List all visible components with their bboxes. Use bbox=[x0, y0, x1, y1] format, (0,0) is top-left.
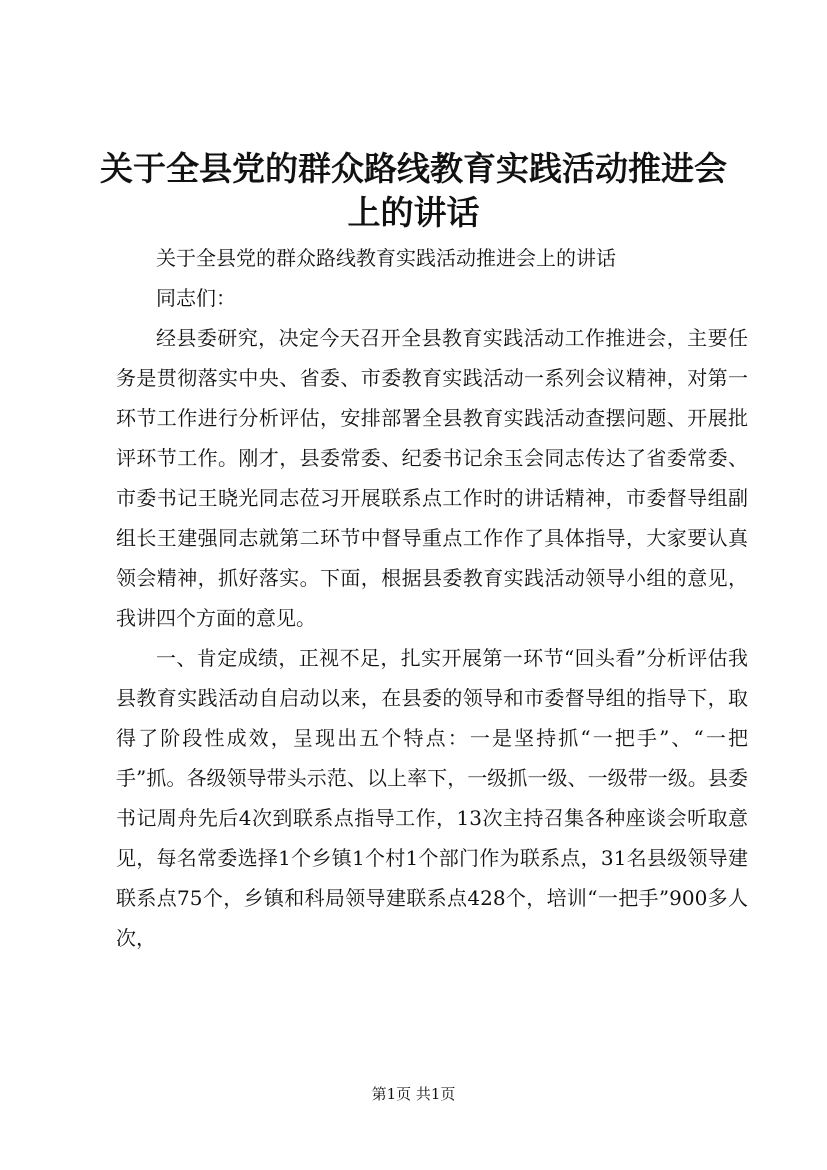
subtitle-paragraph: 关于全县党的群众路线教育实践活动推进会上的讲话 bbox=[156, 246, 616, 270]
document-body bbox=[116, 238, 748, 958]
salutation-paragraph: 同志们： bbox=[156, 286, 236, 310]
body-paragraph: 经县委研究，决定今天召开全县教育实践活动工作推进会，主要任务是贯彻落实中央、省委、市委教育实践活动一系列会议精神，对第一环节工作进行分析评估，安排部署全县教育实践活动查摆问题、开展批评环节工作。刚才，县委常委、纪委书记余玉会同志传达了省委常委、市委书记王晓光同志莅习开展联系点工作时的讲话精神，市委督导组副组长王建强同志就第二环节中督导重点工作作了具体指导，大家要认真领会精神，抓好落实。下面，根据县委教育实践活动领导小组的意见，我讲四个方面的意见。 bbox=[116, 326, 748, 630]
document-title: 关于全县党的群众路线教育实践活动推进会上的讲话 bbox=[100, 149, 727, 232]
body-paragraph: 一、肯定成绩，正视不足，扎实开展第一环节“回头看”分析评估我县教育实践活动自启动以来，在县委的领导和市委督导组的指导下，取得了阶段性成效，呈现出五个特点：一是坚持抓“一把手”、“一把手”抓。各级领导带头示范、以上率下，一级抓一级、一级带一级。县委书记周舟先后4次到联系点指导工作，13次主持召集各种座谈会听取意见，每名常委选择1个乡镇1个村1个部门作为联系点，31名县级领导建联系点75个，乡镇和科局领导建联系点428个，培训“一把手”900多人次， bbox=[116, 646, 748, 950]
page-footer: 第1页 共1页 bbox=[371, 1085, 456, 1103]
